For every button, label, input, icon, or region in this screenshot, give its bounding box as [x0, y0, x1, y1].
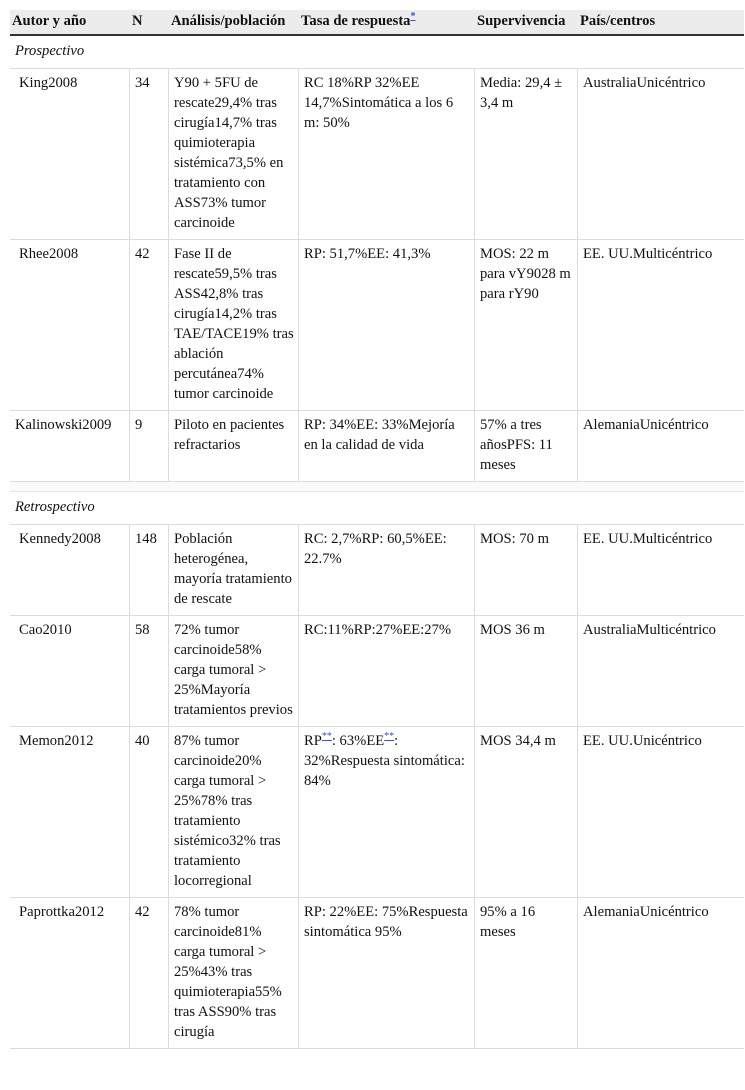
footnote-link[interactable]: ** [384, 731, 395, 743]
cell-survival: 57% a tres añosPFS: 11 meses [475, 411, 578, 482]
cell-n: 34 [130, 69, 169, 240]
cell-survival: MOS: 22 m para vY9028 m para rY90 [475, 240, 578, 411]
header-n: N [130, 10, 169, 36]
cell-survival: 95% a 16 meses [475, 898, 578, 1049]
cell-n: 148 [130, 525, 169, 616]
header-author-year: Autor y año [10, 10, 130, 36]
table-row [10, 525, 744, 616]
cell-n: 42 [130, 240, 169, 411]
cell-analysis: 72% tumor carcinoide58% carga tumoral > 25%Mayoría tratamientos previos [169, 616, 299, 727]
section-spacer [10, 482, 744, 492]
cell-n: 9 [130, 411, 169, 482]
results-table-container [10, 0, 744, 1049]
cell-country: AlemaniaUnicéntrico [578, 411, 744, 482]
cell-country: AustraliaUnicéntrico [578, 69, 744, 240]
results-table [10, 10, 744, 1049]
cell-analysis: Población heterogénea, mayoría tratamiento de rescate [169, 525, 299, 616]
cell-analysis: Piloto en pacientes refractarios [169, 411, 299, 482]
cell-response: RC 18%RP 32%EE 14,7%Sintomática a los 6 m: 50% [299, 69, 475, 240]
cell-n: 42 [130, 898, 169, 1049]
table-row [10, 69, 744, 240]
cell-author: Memon2012 [10, 727, 130, 898]
table-row [10, 727, 744, 898]
section-label-retrospective: Retrospectivo [10, 492, 744, 525]
cell-survival: MOS 36 m [475, 616, 578, 727]
cell-analysis: 78% tumor carcinoide81% carga tumoral > 25%43% tras quimioterapia55% tras ASS90% tras cirugía [169, 898, 299, 1049]
header-survival: Supervivencia [475, 10, 578, 36]
section-label-prospective: Prospectivo [10, 36, 744, 69]
spacer-cell [10, 482, 744, 492]
cell-response: RP: 51,7%EE: 41,3% [299, 240, 475, 411]
section-row-prospective [10, 36, 744, 69]
cell-country: EE. UU.Unicéntrico [578, 727, 744, 898]
cell-response: RC:11%RP:27%EE:27% [299, 616, 475, 727]
cell-analysis: Fase II de rescate59,5% tras ASS42,8% tras cirugía14,2% tras TAE/TACE19% tras ablación percutánea74% tumor carcinoide [169, 240, 299, 411]
response-text-a: RP [304, 733, 322, 749]
cell-author: Kennedy2008 [10, 525, 130, 616]
table-row [10, 411, 744, 482]
cell-survival: MOS: 70 m [475, 525, 578, 616]
cell-n: 40 [130, 727, 169, 898]
table-row [10, 616, 744, 727]
header-country: País/centros [578, 10, 744, 36]
cell-n: 58 [130, 616, 169, 727]
cell-response [299, 727, 475, 898]
cell-response: RP: 34%EE: 33%Mejoría en la calidad de vida [299, 411, 475, 482]
cell-author: Paprottka2012 [10, 898, 130, 1049]
section-row-retrospective [10, 492, 744, 525]
cell-analysis: Y90 + 5FU de rescate29,4% tras cirugía14,7% tras quimioterapia sistémica73,5% en tratamiento con ASS73% tumor carcinoide [169, 69, 299, 240]
header-row [10, 10, 744, 36]
cell-author: Kalinowski2009 [10, 411, 130, 482]
cell-country: EE. UU.Multicéntrico [578, 240, 744, 411]
response-text-b: : 63%EE [331, 733, 385, 749]
table-row [10, 898, 744, 1049]
response-text-c: : 32%Respuesta sintomática: 84% [304, 733, 465, 789]
cell-country: AustraliaMulticéntrico [578, 616, 744, 727]
cell-survival: Media: 29,4 ± 3,4 m [475, 69, 578, 240]
table-row [10, 240, 744, 411]
header-analysis: Análisis/población [169, 10, 299, 36]
cell-author: Cao2010 [10, 616, 130, 727]
cell-country: AlemaniaUnicéntrico [578, 898, 744, 1049]
cell-author: Rhee2008 [10, 240, 130, 411]
cell-analysis: 87% tumor carcinoide20% carga tumoral > 25%78% tras tratamiento sistémico32% tras tratamiento locorregional [169, 727, 299, 898]
cell-response: RC: 2,7%RP: 60,5%EE: 22.7% [299, 525, 475, 616]
cell-response: RP: 22%EE: 75%Respuesta sintomática 95% [299, 898, 475, 1049]
cell-country: EE. UU.Multicéntrico [578, 525, 744, 616]
header-response [299, 10, 475, 36]
cell-survival: MOS 34,4 m [475, 727, 578, 898]
cell-author: King2008 [10, 69, 130, 240]
footnote-link[interactable]: ** [321, 731, 332, 743]
footnote-link[interactable]: * [410, 11, 416, 23]
header-response-label: Tasa de respuesta [301, 13, 411, 29]
